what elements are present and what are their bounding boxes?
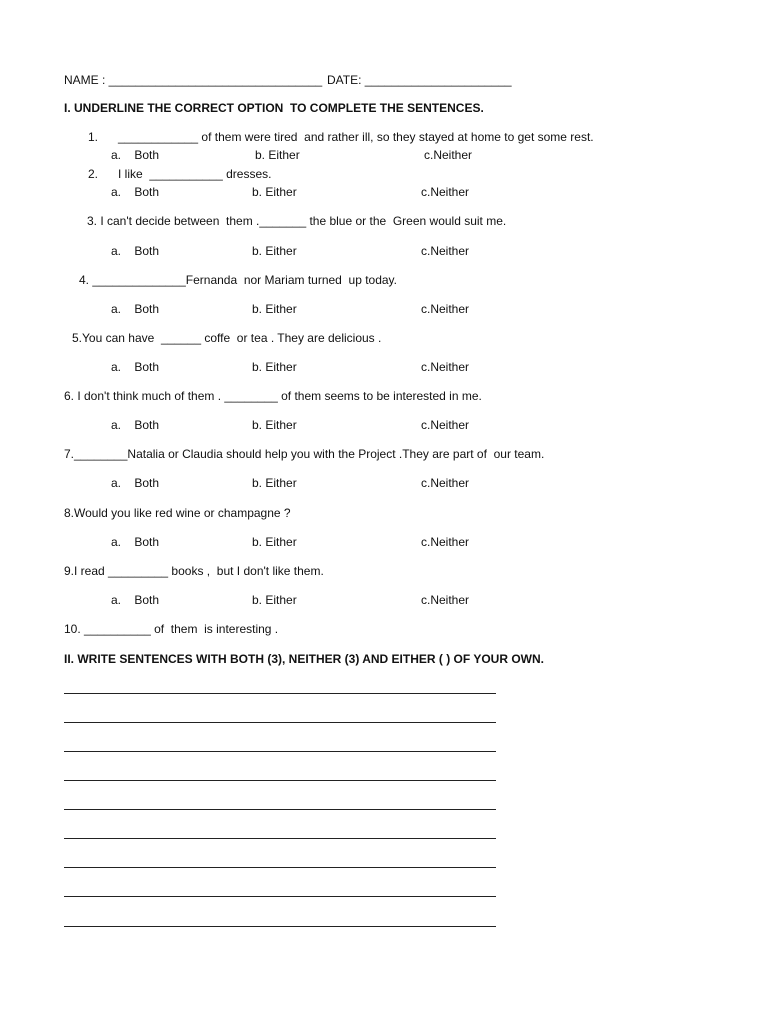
writing-line-7[interactable] [64,867,496,868]
date-field[interactable]: DATE: ______________________ [327,73,512,87]
writing-line-9[interactable] [64,926,496,927]
q5-option-b[interactable]: b. Either [252,360,297,374]
question-9: 9.I read _________ books , but I don't like them. [64,564,324,578]
q5-option-a[interactable]: a. Both [111,360,160,374]
writing-line-8[interactable] [64,896,496,897]
writing-line-5[interactable] [64,809,496,810]
writing-line-2[interactable] [64,722,496,723]
q3-option-a[interactable]: a. Both [111,244,160,258]
writing-line-1[interactable] [64,693,496,694]
q6-option-c[interactable]: c.Neither [421,418,470,432]
question-6: 6. I don't think much of them . ________ of them seems to be interested in me. [64,389,482,403]
section-2-title: II. WRITE SENTENCES WITH BOTH (3), NEITHER (3) AND EITHER ( ) OF YOUR OWN. [64,652,544,666]
q4-option-a[interactable]: a. Both [111,302,160,316]
writing-line-3[interactable] [64,751,496,752]
q7-option-a[interactable]: a. Both [111,476,160,490]
q1-option-c[interactable]: c.Neither [424,148,473,162]
question-7: 7.________Natalia or Claudia should help you with the Project .They are part of our team. [64,447,545,461]
question-10: 10. __________ of them is interesting . [64,622,279,636]
q8-option-b[interactable]: b. Either [252,535,297,549]
q2-option-b[interactable]: b. Either [252,185,297,199]
question-1: 1. ____________ of them were tired and rather ill, so they stayed at home to get some rest. [88,130,594,144]
writing-line-6[interactable] [64,838,496,839]
q1-option-b[interactable]: b. Either [255,148,300,162]
q4-option-c[interactable]: c.Neither [421,302,470,316]
question-8: 8.Would you like red wine or champagne ? [64,506,291,520]
q9-option-a[interactable]: a. Both [111,593,160,607]
q9-option-c[interactable]: c.Neither [421,593,470,607]
q3-option-c[interactable]: c.Neither [421,244,470,258]
section-1-title: I. UNDERLINE THE CORRECT OPTION TO COMPLETE THE SENTENCES. [64,101,484,115]
question-4: 4. ______________Fernanda nor Mariam turned up today. [79,273,397,287]
q3-option-b[interactable]: b. Either [252,244,297,258]
q6-option-b[interactable]: b. Either [252,418,297,432]
q7-option-b[interactable]: b. Either [252,476,297,490]
question-2: 2. I like ___________ dresses. [88,167,272,181]
q9-option-b[interactable]: b. Either [252,593,297,607]
question-5: 5.You can have ______ coffe or tea . They are delicious . [72,331,382,345]
q5-option-c[interactable]: c.Neither [421,360,470,374]
q4-option-b[interactable]: b. Either [252,302,297,316]
q2-option-a[interactable]: a. Both [111,185,160,199]
q6-option-a[interactable]: a. Both [111,418,160,432]
q1-option-a[interactable]: a. Both [111,148,160,162]
q7-option-c[interactable]: c.Neither [421,476,470,490]
name-field[interactable]: NAME : ________________________________ [64,73,323,87]
question-3: 3. I can't decide between them ._______ the blue or the Green would suit me. [87,214,507,228]
writing-line-4[interactable] [64,780,496,781]
q8-option-c[interactable]: c.Neither [421,535,470,549]
q8-option-a[interactable]: a. Both [111,535,160,549]
q2-option-c[interactable]: c.Neither [421,185,470,199]
